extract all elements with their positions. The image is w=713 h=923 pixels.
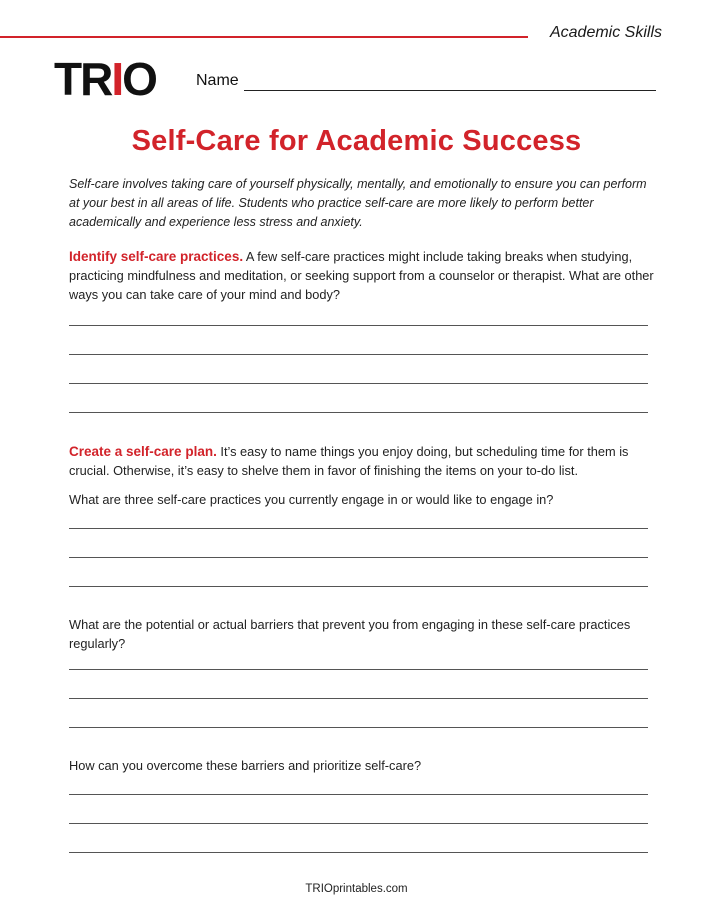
section-identify [69,247,659,304]
name-write-line[interactable] [244,90,656,91]
section-identify-body: A few self-care practices might include taking breaks when studying, practicing mindfulness and meditation, or seeking support from a counselor or therapist. What are other ways you can take care of your mind and body? [69,249,654,302]
logo-part-tr: TR [54,53,112,105]
section-plan-body: It’s easy to name things you enjoy doing, but scheduling time for them is crucial. Otherwise, it’s easy to shelve them in favor of finishing the items on your to-do list. [69,444,629,478]
footer-url: TRIOprintables.com [305,883,408,895]
answer-line[interactable] [69,823,648,824]
name-label: Name [196,72,239,89]
trio-logo [54,53,156,105]
section-identify-heading: Identify self-care practices. [69,249,244,264]
question-barriers: What are the potential or actual barriers that prevent you from engaging in these self-care practices regularly? [69,617,631,651]
answer-line[interactable] [69,557,648,558]
answer-line[interactable] [69,669,648,670]
category-label: Academic Skills [549,24,662,41]
section-plan-heading: Create a self-care plan. [69,444,217,459]
answer-line[interactable] [69,727,648,728]
header-rule [0,36,528,38]
answer-line[interactable] [69,586,648,587]
answer-line[interactable] [69,325,648,326]
answer-line[interactable] [69,852,648,853]
name-field [196,72,656,92]
logo-text [54,53,156,105]
question-overcome: How can you overcome these barriers and prioritize self-care? [69,758,422,773]
answer-line[interactable] [69,528,648,529]
answer-line[interactable] [69,383,648,384]
section-plan [69,442,659,480]
answer-line[interactable] [69,794,648,795]
answer-line[interactable] [69,698,648,699]
logo-part-o: O [122,53,156,105]
logo-part-i: I [111,53,123,105]
answer-line[interactable] [69,354,648,355]
intro-paragraph: Self-care involves taking care of yourself physically, mentally, and emotionally to ensure you can perform at your best in all areas of life. Students who practice self-care are more likely to perform better academically and experience less stress and anxiety. [69,177,647,229]
question-practices: What are three self-care practices you currently engage in or would like to engage in? [69,492,554,507]
page-title: Self-Care for Academic Success [131,125,582,157]
answer-line[interactable] [69,412,648,413]
